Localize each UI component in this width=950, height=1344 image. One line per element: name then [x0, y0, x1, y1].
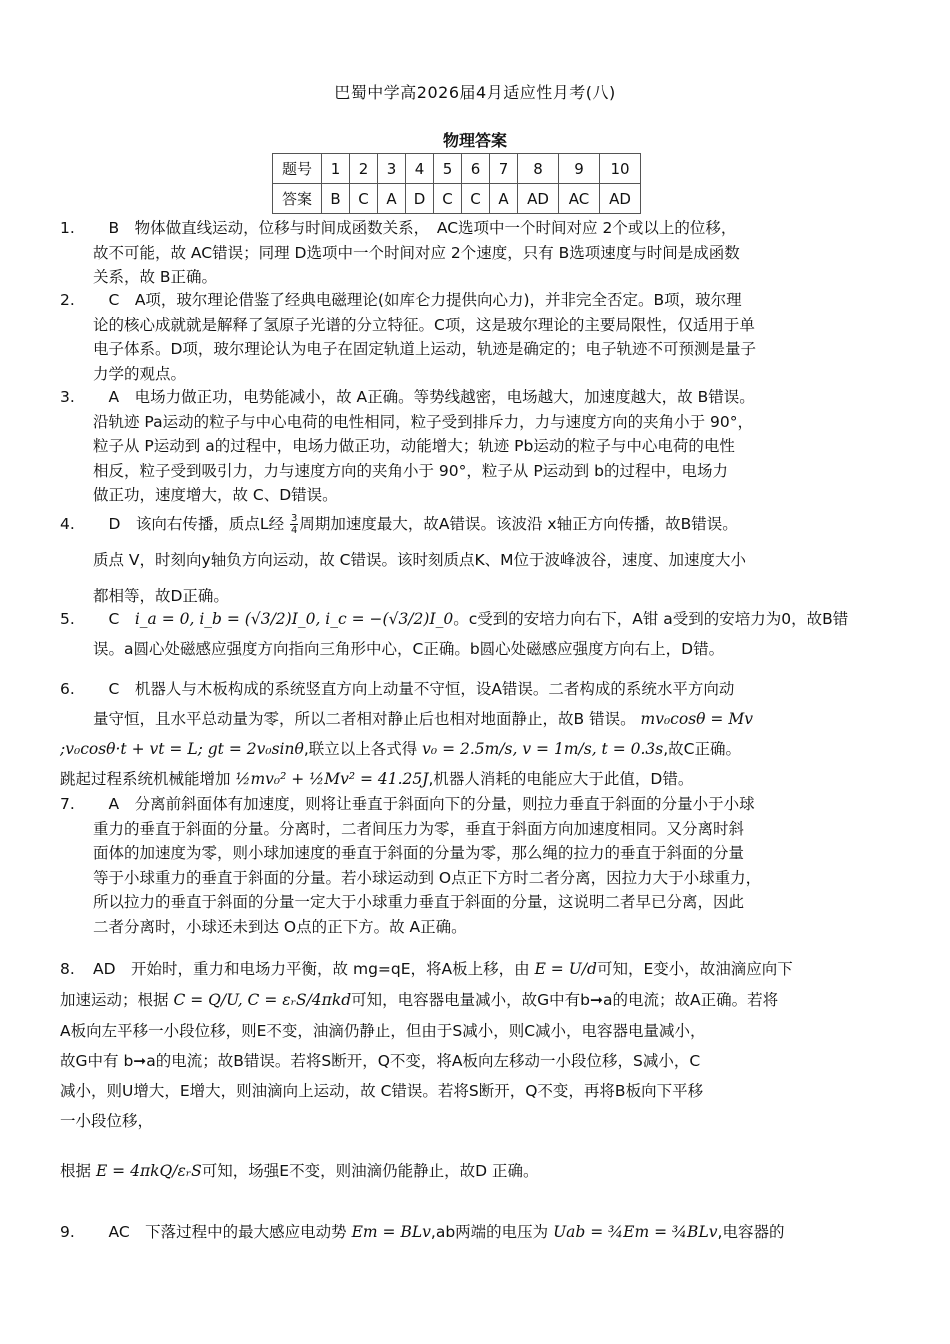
text-run: AC 下落过程中的最大感应电动势 [93, 1223, 352, 1241]
solution-line [60, 1154, 895, 1188]
solution-line: A 分离前斜面体有加速度，则将让垂直于斜面向下的分量，则拉力垂直于斜面的分量小于小球 [93, 795, 755, 813]
solution-line: 力学的观点。 [93, 364, 187, 383]
solution-number: 5. [60, 610, 75, 628]
table-cell: D [406, 184, 434, 214]
formula: ½mv₀² + ½Mv² = 41.25J [235, 770, 429, 788]
solution-line [93, 1217, 895, 1247]
text-run: 可知，E变小，故油滴应向下 [596, 960, 793, 978]
answer-table-answer-row [273, 184, 641, 214]
formula: E = 4πkQ/εᵣS [95, 1162, 202, 1180]
formula: E = U/d [534, 960, 597, 978]
solution-line: 减小，则U增大，E增大，则油滴向上运动，故 C错误。若将S断开，Q不变，再将B板向下平移 [60, 1082, 704, 1100]
formula: mv₀cosθ = Mv [640, 710, 753, 728]
text-run: 量守恒，且水平总动量为零，所以二者相对静止后也相对地面静止，故B 错误。 [93, 710, 636, 728]
table-cell: 3 [378, 154, 406, 184]
table-cell: A [378, 184, 406, 214]
solution-line: 关系，故 B正确。 [93, 268, 218, 286]
solution-line [93, 704, 895, 734]
formula: C = Q/U, C = εᵣS/4πkd [173, 991, 352, 1009]
table-cell: 1 [322, 154, 350, 184]
solution-line: 沿轨迹 Pa运动的粒子与中心电荷的电性相同，粒子受到排斥力，力与速度方向的夹角小于 90°， [93, 412, 753, 431]
solution-number: 2. [60, 291, 75, 309]
table-cell: 6 [462, 154, 490, 184]
solution-line: 面体的加速度为零，则小球加速度的垂直于斜面的分量为零，那么绳的拉力的垂直于斜面的分量 [93, 844, 745, 862]
table-cell: 5 [434, 154, 462, 184]
solution-line: 误。a圆心处磁感应强度方向指向三角形中心，C正确。b圆心处磁感应强度方向右上，D错。 [93, 640, 725, 658]
solution-7 [60, 792, 895, 939]
solution-6 [60, 674, 895, 794]
text-run: 跳起过程系统机械能增加 [60, 770, 236, 788]
solution-number: 9. [60, 1223, 75, 1241]
text-run: 可知，电容器电量减小，故G中有b➞a的电流；故A正确。若将 [351, 991, 779, 1009]
formula: ;v₀cosθ·t + vt = L; gt = 2v₀sinθ [60, 740, 304, 758]
solution-line: C 机器人与木板构成的系统竖直方向上动量不守恒，设A错误。二者构成的系统水平方向动 [93, 680, 735, 698]
solution-line: 都相等，故D正确。 [93, 587, 229, 605]
table-cell: 8 [518, 154, 559, 184]
text-run: 。c受到的安培力向右下，A钳 a受到的安培力为0，故B错 [453, 610, 849, 628]
solution-1 [60, 216, 895, 290]
solution-line: 故不可能，故 AC错误；同理 D选项中一个时间对应 2个速度，只有 B选项速度与时间是成函数 [93, 243, 740, 262]
solution-number: 3. [60, 388, 75, 406]
solution-5 [60, 604, 895, 664]
table-cell: 10 [600, 154, 641, 184]
text-run: 可知，场强E不变，则油滴仍能静止，故D 正确。 [201, 1162, 539, 1180]
formula: Em = BLv [351, 1223, 431, 1241]
table-cell: A [490, 184, 518, 214]
formula: Uab = ¾Em = ¾BLv [553, 1223, 718, 1241]
solution-line [60, 764, 895, 794]
solution-9 [60, 1217, 895, 1247]
text-run: D 该向右传播，质点L经 [93, 515, 289, 533]
answer-table [272, 153, 641, 214]
table-cell: AD [600, 184, 641, 214]
solution-line: 质点 V，时刻向y轴负方向运动，故 C错误。该时刻质点K、M位于波峰波谷，速度、加速度大小 [93, 551, 746, 569]
table-cell: AC [559, 184, 600, 214]
table-cell: B [322, 184, 350, 214]
denominator: 4 [291, 525, 298, 536]
text-run: C [93, 610, 135, 628]
table-cell: 9 [559, 154, 600, 184]
solution-line [93, 604, 895, 634]
solution-line [93, 954, 895, 984]
text-run: ,ab两端的电压为 [430, 1223, 554, 1241]
solution-line: 所以拉力的垂直于斜面的分量一定大于小球重力垂直于斜面的分量，这说明二者早已分离，因此 [93, 893, 745, 911]
document-title: 巴蜀中学高2026届4月适应性月考(八) [334, 83, 616, 102]
solution-number: 6. [60, 680, 75, 698]
text-run: 加速运动；根据 [60, 991, 174, 1009]
text-run: ,故C正确。 [663, 740, 741, 758]
answer-table-number-row [273, 154, 641, 184]
solution-8 [60, 954, 895, 1188]
solution-line: 电子体系。D项，玻尔理论认为电子在固定轨道上运动，轨迹是确定的；电子轨迹不可预测是量子 [93, 340, 756, 358]
table-cell: 7 [490, 154, 518, 184]
fraction [290, 513, 298, 536]
table-cell: 4 [406, 154, 434, 184]
solution-line: B 物体做直线运动，位移与时间成函数关系， AC选项中一个时间对应 2个或以上的位移， [93, 219, 737, 237]
solution-line [60, 734, 895, 764]
row-label: 题号 [273, 154, 322, 184]
solution-line: C A项，玻尔理论借鉴了经典电磁理论(如库仑力提供向心力)，并非完全否定。B项，玻尔理 [93, 291, 742, 309]
solution-line: 论的核心成就就是解释了氢原子光谱的分立特征。C项，这是玻尔理论的主要局限性，仅适用于单 [93, 315, 755, 334]
table-cell: C [434, 184, 462, 214]
text-run: 周期加速度最大，故A错误。该波沿 x轴正方向传播，故B错误。 [299, 515, 738, 533]
formula: v₀ = 2.5m/s, v = 1m/s, t = 0.3s [422, 740, 664, 758]
solution-4 [60, 506, 895, 614]
solution-line: 二者分离时，小球还未到达 O点的正下方。故 A正确。 [93, 917, 467, 936]
solution-number: 7. [60, 795, 75, 813]
answer-section-title: 物理答案 [442, 131, 507, 150]
text-run: ,电容器的 [717, 1223, 785, 1241]
solution-3 [60, 385, 895, 508]
text-run: 根据 [60, 1162, 96, 1180]
table-cell: C [462, 184, 490, 214]
solution-number: 4. [60, 515, 75, 533]
text-run: ,联立以上各式得 [303, 740, 423, 758]
solution-2 [60, 288, 895, 386]
solution-number: 1. [60, 219, 75, 237]
solution-line: 一小段位移， [60, 1112, 154, 1130]
solution-line: 故G中有 b➞a的电流；故B错误。若将S断开，Q不变，将A板向左移动一小段位移，S减小，C [60, 1052, 701, 1070]
table-cell: AD [518, 184, 559, 214]
solution-line: A板向左平移一小段位移，则E不变，油滴仍静止，但由于S减小，则C减小，电容器电量减小， [60, 1022, 706, 1040]
solution-line: 粒子从 P运动到 a的过程中，电场力做正功，动能增大；轨迹 Pb运动的粒子与中心电荷的电性 [93, 437, 735, 455]
solution-line: 相反，粒子受到吸引力，力与速度方向的夹角小于 90°，粒子从 P运动到 b的过程中，电场力 [93, 461, 728, 480]
row-label: 答案 [273, 184, 322, 214]
table-cell: 2 [350, 154, 378, 184]
text-run: AD 开始时，重力和电场力平衡，故 mg=qE，将A板上移，由 [93, 960, 535, 978]
text-run: ,机器人消耗的电能应大于此值，D错。 [428, 770, 694, 788]
solution-line: 重力的垂直于斜面的分量。分离时，二者间压力为零，垂直于斜面方向加速度相同。又分离时斜 [93, 819, 745, 838]
solution-line: 等于小球重力的垂直于斜面的分量。若小球运动到 O点正下方时二者分离，因拉力大于小球重力， [93, 868, 762, 887]
solution-line [60, 984, 895, 1016]
solution-line: 做正功，速度增大，故 C、D错误。 [93, 486, 338, 504]
solution-number: 8. [60, 960, 75, 978]
solution-line: A 电场力做正功，电势能减小，故 A正确。等势线越密，电场越大，加速度越大，故 B错误。 [93, 388, 755, 406]
formula: i_a = 0, i_b = (√3/2)I_0, i_c = −(√3/2)I_0 [134, 610, 454, 628]
table-cell: C [350, 184, 378, 214]
numerator: 3 [291, 513, 298, 524]
solution-line [93, 506, 895, 542]
